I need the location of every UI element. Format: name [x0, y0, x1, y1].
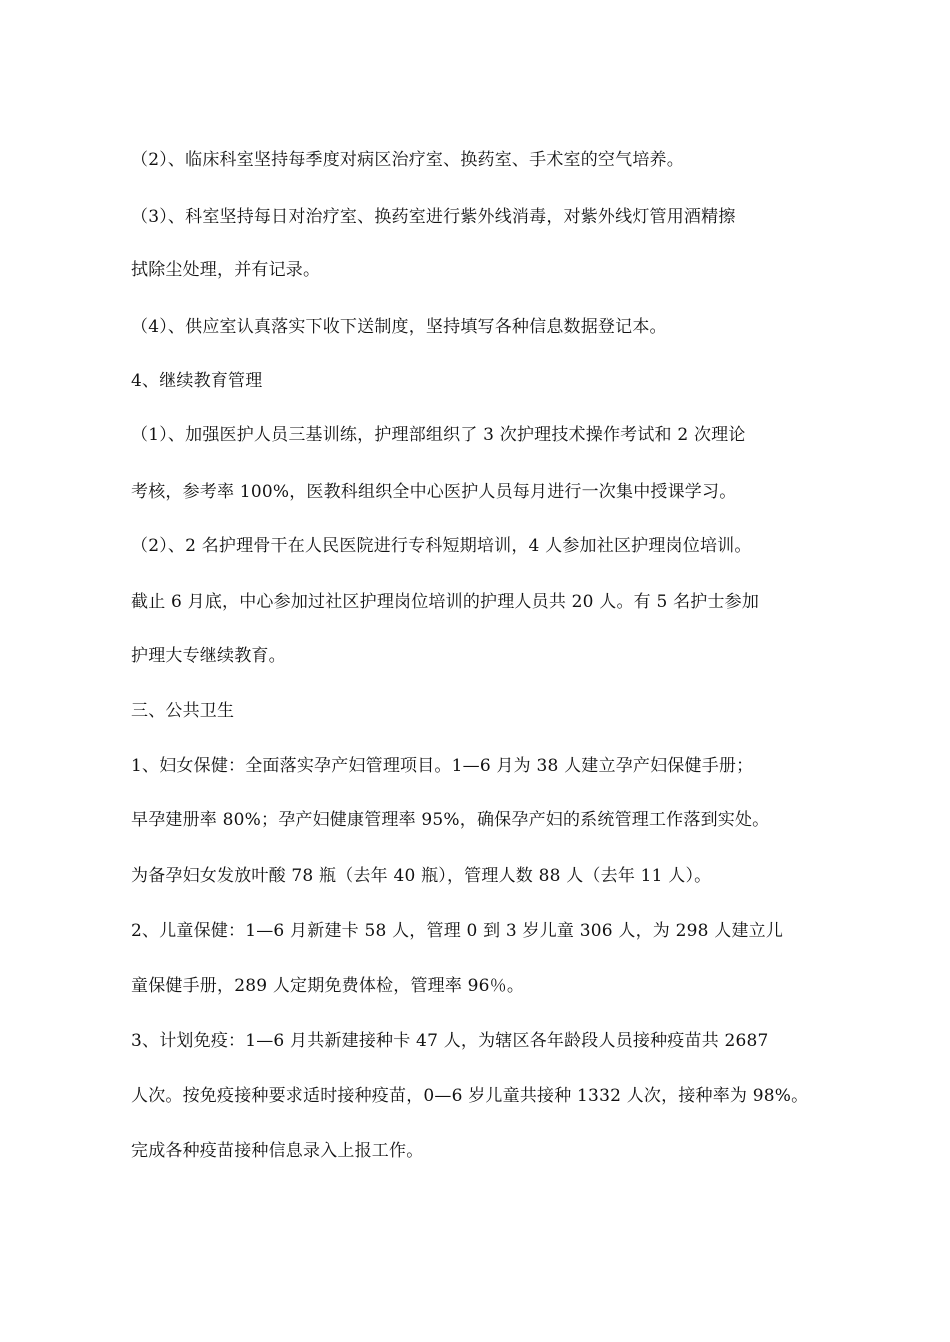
text-line: 护理大专继续教育。: [131, 646, 286, 666]
text-line: 童保健手册，289 人定期免费体检，管理率 96％。: [131, 976, 525, 996]
text-line: （4）、供应室认真落实下收下送制度，坚持填写各种信息数据登记本。: [131, 317, 667, 337]
text-line: （3）、科室坚持每日对治疗室、换药室进行紫外线消毒，对紫外线灯管用酒精擦: [131, 207, 736, 227]
text-line: （1）、加强医护人员三基训练，护理部组织了 3 次护理技术操作考试和 2 次理论: [131, 425, 746, 445]
text-line: 完成各种疫苗接种信息录入上报工作。: [131, 1141, 424, 1161]
text-line: 拭除尘处理，并有记录。: [131, 260, 321, 280]
text-line: 1、妇女保健：全面落实孕产妇管理项目。1—6 月为 38 人建立孕产妇保健手册；: [131, 756, 754, 776]
text-line: 2、儿童保健：1—6 月新建卡 58 人，管理 0 到 3 岁儿童 306 人，为 298 人建立儿: [131, 921, 784, 941]
text-line: 早孕建册率 80%；孕产妇健康管理率 95%，确保孕产妇的系统管理工作落到实处。: [131, 810, 770, 830]
section-heading: 三、公共卫生: [131, 701, 235, 721]
text-line: 人次。按免疫接种要求适时接种疫苗，0—6 岁儿童共接种 1332 人次，接种率为 98%。: [131, 1086, 809, 1106]
text-line: （2）、2 名护理骨干在人民医院进行专科短期培训，4 人参加社区护理岗位培训。: [131, 536, 752, 556]
text-line: 考核，参考率 100%，医教科组织全中心医护人员每月进行一次集中授课学习。: [131, 482, 737, 502]
text-line: 3、计划免疫：1—6 月共新建接种卡 47 人，为辖区各年龄段人员接种疫苗共 2687: [131, 1031, 769, 1051]
text-line: 为备孕妇女发放叶酸 78 瓶（去年 40 瓶），管理人数 88 人（去年 11 人）。: [131, 866, 712, 886]
text-line: 截止 6 月底，中心参加过社区护理岗位培训的护理人员共 20 人。有 5 名护士参加: [131, 592, 760, 612]
text-line: （2）、临床科室坚持每季度对病区治疗室、换药室、手术室的空气培养。: [131, 150, 684, 170]
section-heading: 4、继续教育管理: [131, 371, 263, 391]
